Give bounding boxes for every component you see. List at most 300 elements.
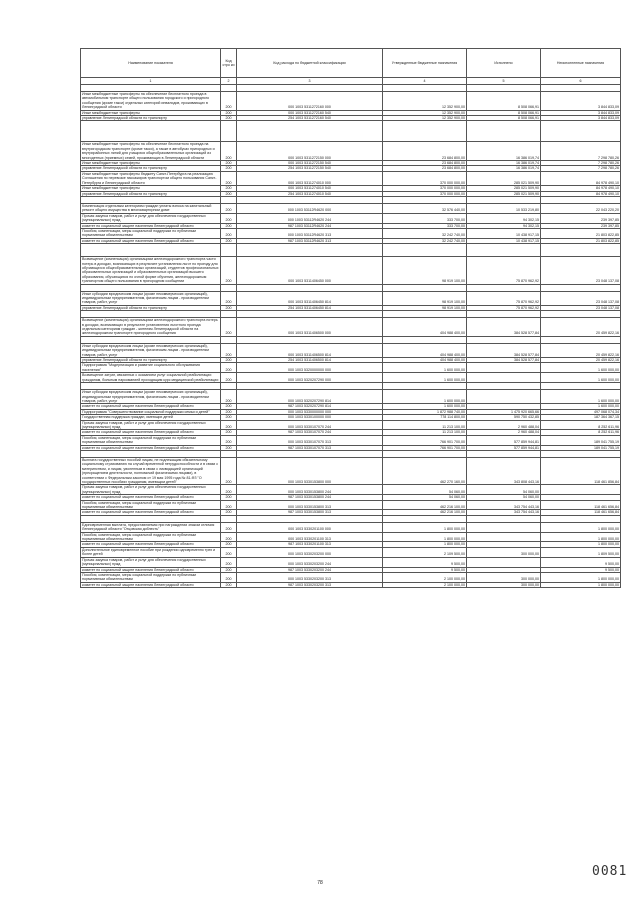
approved-amount-cell: 370 000 000,00 xyxy=(383,186,467,191)
line-code-cell: 200 xyxy=(221,435,237,445)
approved-amount-cell: 766 901 700,00 xyxy=(383,445,467,450)
remaining-amount-cell: 23 048 137,08 xyxy=(541,257,621,284)
table-row xyxy=(81,500,621,510)
remaining-amount-cell: 1 600 000,00 xyxy=(541,363,621,373)
line-code-cell: 200 xyxy=(221,445,237,450)
spacer-cell xyxy=(383,336,467,343)
table-row xyxy=(81,373,621,383)
remaining-amount-cell: 7 298 780,26 xyxy=(541,142,621,161)
spacer-cell xyxy=(383,284,467,291)
budget-code-cell: 000 1003 53112R4620 313 xyxy=(237,228,383,238)
remaining-amount-cell: 118 461 656,84 xyxy=(541,500,621,510)
table-row xyxy=(81,557,621,567)
line-code-cell: 200 xyxy=(221,228,237,238)
spacer-cell xyxy=(237,244,383,257)
remaining-amount-cell: 23 048 137,08 xyxy=(541,291,621,305)
executed-amount-cell: 10 533 219,80 xyxy=(467,203,541,213)
line-code-cell: 200 xyxy=(221,409,237,414)
remaining-amount-cell: 189 041 755,19 xyxy=(541,445,621,450)
budget-code-cell: 000 1003 5330107070 244 xyxy=(237,420,383,430)
approved-amount-cell: 32 576 440,00 xyxy=(383,203,467,213)
remaining-amount-cell: 8 252 611,96 xyxy=(541,430,621,435)
remaining-amount-cell: 21 803 822,85 xyxy=(541,238,621,243)
approved-amount-cell: 462 216 100,00 xyxy=(383,510,467,515)
spacer-cell xyxy=(541,336,621,343)
indicator-name-cell: Компенсация отдельным категориям граждан уплаты взноса на капитальный ремонт общего имущества в многоквартирном доме xyxy=(81,203,221,213)
indicator-name-cell: Пособия, компенсации, меры социальной поддержки по публичным нормативным обязательствам xyxy=(81,435,221,445)
executed-amount-cell xyxy=(467,532,541,542)
executed-amount-cell: 54 060,00 xyxy=(467,485,541,495)
budget-code-cell: 000 1003 5311406450 000 xyxy=(237,257,383,284)
budget-code-cell: 987 1003 5330203200 313 xyxy=(237,582,383,587)
spacer-cell xyxy=(81,450,221,457)
budget-code-cell: 000 1003 5330000000 000 xyxy=(237,409,383,414)
spacer-cell xyxy=(81,284,221,291)
remaining-amount-cell: 7 298 780,26 xyxy=(541,161,621,166)
approved-amount-cell: 32 242 740,00 xyxy=(383,238,467,243)
spacer-cell xyxy=(541,311,621,318)
approved-amount-cell: 9 500,00 xyxy=(383,567,467,572)
line-code-cell: 200 xyxy=(221,116,237,121)
remaining-amount-cell: 1 800 000,00 xyxy=(541,532,621,542)
table-row xyxy=(81,532,621,542)
line-code-cell: 200 xyxy=(221,358,237,363)
spacer-cell xyxy=(221,336,237,343)
executed-amount-cell: 8 508 066,91 xyxy=(467,92,541,111)
budget-code-cell: 000 1003 5311272150 000 xyxy=(237,142,383,161)
row-spacer xyxy=(81,196,621,203)
remaining-amount-cell: 9 500,00 xyxy=(541,567,621,572)
row-spacer xyxy=(81,336,621,343)
remaining-amount-cell: 84 978 490,10 xyxy=(541,191,621,196)
indicator-name-cell: Выплата государственных пособий лицам, не подлежащим обязательному социальному страхованию на случай временной нетрудоспособности и в связи с материнством, и лицам, уволенным в связи с ликвидацией организаций (прекращением деятельности, полномочий физическими лицами), в соответствии с Федеральным законом от 19 мая 1995 года № 81-ФЗ "О государственных пособиях гражданам, имеющим детей" xyxy=(81,457,221,484)
approved-amount-cell: 1 600 000,00 xyxy=(383,404,467,409)
spacer-cell xyxy=(221,244,237,257)
indicator-name-cell: управление Ленинградской области по транспорту xyxy=(81,305,221,310)
line-code-cell: 200 xyxy=(221,223,237,228)
budget-code-cell: 000 1003 5330100000 000 xyxy=(237,415,383,420)
approved-amount-cell: 1 800 000,00 xyxy=(383,532,467,542)
approved-amount-cell: 12 352 900,00 xyxy=(383,110,467,115)
executed-amount-cell: 8 508 066,91 xyxy=(467,116,541,121)
approved-amount-cell: 778 114 800,00 xyxy=(383,415,467,420)
remaining-amount-cell: 1 800 000,00 xyxy=(541,542,621,547)
table-row xyxy=(81,228,621,238)
indicator-name-cell: комитет по социальной защите населения Ленинградской области xyxy=(81,510,221,515)
row-spacer xyxy=(81,311,621,318)
approved-amount-cell: 98 919 100,00 xyxy=(383,257,467,284)
line-code-cell: 200 xyxy=(221,291,237,305)
row-spacer xyxy=(81,244,621,257)
approved-amount-cell: 9 500,00 xyxy=(383,557,467,567)
executed-amount-cell: 10 438 917,15 xyxy=(467,228,541,238)
executed-amount-cell: 384 528 577,84 xyxy=(467,318,541,337)
row-spacer xyxy=(81,515,621,522)
remaining-amount-cell: 1 600 000,00 xyxy=(541,404,621,409)
spacer-cell xyxy=(541,284,621,291)
remaining-amount-cell: 22 043 220,20 xyxy=(541,203,621,213)
column-number: 4 xyxy=(383,78,467,85)
line-code-cell: 200 xyxy=(221,567,237,572)
approved-amount-cell: 1 800 000,00 xyxy=(383,542,467,547)
spacer-cell xyxy=(237,121,383,142)
spacer-cell xyxy=(237,383,383,390)
indicator-name-cell: Возмещение затрат, связанных с оказанием услуг социальной реабилитации гражданам, больным наркоманией проходящим курс медицинской реабилитации xyxy=(81,373,221,383)
executed-amount-cell xyxy=(467,363,541,373)
budget-code-cell: 000 1003 5311406500 000 xyxy=(237,318,383,337)
indicator-name-cell: Иные субсидии юридическим лицам (кроме некоммерческих организаций), индивидуальным предпринимателям, физическим лицам - производителям товаров, работ, услуг xyxy=(81,291,221,305)
line-code-cell: 200 xyxy=(221,430,237,435)
budget-code-cell: 987 1003 5330107070 313 xyxy=(237,445,383,450)
indicator-name-cell: Иные межбюджетные трансферты xyxy=(81,110,221,115)
approved-amount-cell: 11 213 100,00 xyxy=(383,430,467,435)
spacer-cell xyxy=(81,85,221,92)
line-code-cell: 200 xyxy=(221,142,237,161)
line-code-cell: 200 xyxy=(221,485,237,495)
remaining-amount-cell: 1 600 000,00 xyxy=(541,373,621,383)
column-number: 6 xyxy=(541,78,621,85)
row-spacer xyxy=(81,121,621,142)
remaining-amount-cell: 20 459 822,16 xyxy=(541,318,621,337)
budget-code-cell: 000 1003 5330107070 313 xyxy=(237,435,383,445)
table-body xyxy=(81,85,621,588)
spacer-cell xyxy=(467,383,541,390)
remaining-amount-cell: 239 397,85 xyxy=(541,213,621,223)
line-code-cell: 200 xyxy=(221,572,237,582)
approved-amount-cell: 23 684 800,00 xyxy=(383,166,467,171)
spacer-cell xyxy=(221,383,237,390)
table-header-row xyxy=(81,49,621,78)
table-row xyxy=(81,485,621,495)
approved-amount-cell: 766 901 700,00 xyxy=(383,435,467,445)
approved-amount-cell: 404 988 400,00 xyxy=(383,343,467,357)
budget-code-cell: 000 1003 5311274010 000 xyxy=(237,171,383,185)
indicator-name-cell: Иные межбюджетные трансферты xyxy=(81,161,221,166)
remaining-amount-cell: 9 500,00 xyxy=(541,557,621,567)
budget-code-cell: 000 1003 5311272160 000 xyxy=(237,92,383,111)
row-spacer xyxy=(81,85,621,92)
indicator-name-cell: Единовременная выплата, предоставляемая при награждении знаком отличия Ленинградской области "Отцовская доблесть" xyxy=(81,522,221,532)
archive-stamp-number: 0081 xyxy=(592,864,628,879)
line-code-cell: 200 xyxy=(221,191,237,196)
line-code-cell: 200 xyxy=(221,457,237,484)
table-row xyxy=(81,435,621,445)
remaining-amount-cell: 239 397,85 xyxy=(541,223,621,228)
line-code-cell: 200 xyxy=(221,257,237,284)
executed-amount-cell: 75 870 962,92 xyxy=(467,291,541,305)
table-row xyxy=(81,92,621,111)
indicator-name-cell: комитет по социальной защите населения Ленинградской области xyxy=(81,542,221,547)
budget-code-cell: 987 1003 5330203200 244 xyxy=(237,567,383,572)
budget-code-cell: 254 1003 5311406500 814 xyxy=(237,358,383,363)
line-code-cell: 200 xyxy=(221,557,237,567)
line-code-cell: 200 xyxy=(221,500,237,510)
line-code-cell: 200 xyxy=(221,363,237,373)
spacer-cell xyxy=(383,244,467,257)
approved-amount-cell: 370 000 000,00 xyxy=(383,171,467,185)
line-code-cell: 200 xyxy=(221,238,237,243)
spacer-cell xyxy=(467,284,541,291)
approved-amount-cell: 404 988 400,00 xyxy=(383,358,467,363)
budget-code-cell: 254 1003 5311406450 814 xyxy=(237,305,383,310)
header-budget-code: Код расхода по бюджетной классификации xyxy=(237,49,383,78)
line-code-cell: 200 xyxy=(221,420,237,430)
line-code-cell: 200 xyxy=(221,161,237,166)
indicator-name-cell: комитет по социальной защите населения Ленинградской области xyxy=(81,582,221,587)
column-number: 3 xyxy=(237,78,383,85)
budget-code-cell: 987 1003 5330107070 244 xyxy=(237,430,383,435)
executed-amount-cell: 1 475 920 665,66 xyxy=(467,409,541,414)
spacer-cell xyxy=(81,311,221,318)
budget-code-cell: 000 1003 5330203200 000 xyxy=(237,547,383,557)
spacer-cell xyxy=(221,85,237,92)
approved-amount-cell: 333 700,00 xyxy=(383,213,467,223)
column-number: 5 xyxy=(467,78,541,85)
remaining-amount-cell: 118 461 856,84 xyxy=(541,457,621,484)
approved-amount-cell: 11 213 100,00 xyxy=(383,420,467,430)
spacer-cell xyxy=(541,85,621,92)
indicator-name-cell: Прочая закупка товаров, работ и услуг для обеспечения государственных (муниципальных) нужд xyxy=(81,557,221,567)
indicator-name-cell: управление Ленинградской области по транспорту xyxy=(81,191,221,196)
executed-amount-cell: 343 754 443,16 xyxy=(467,500,541,510)
executed-amount-cell: 75 870 962,92 xyxy=(467,305,541,310)
budget-code-cell: 000 1003 5330201100 000 xyxy=(237,522,383,532)
line-code-cell: 200 xyxy=(221,522,237,532)
column-number-row xyxy=(81,78,621,85)
spacer-cell xyxy=(541,244,621,257)
remaining-amount-cell: 20 459 822,16 xyxy=(541,358,621,363)
line-code-cell: 200 xyxy=(221,532,237,542)
executed-amount-cell: 94 302,15 xyxy=(467,223,541,228)
executed-amount-cell: 2 960 488,04 xyxy=(467,430,541,435)
remaining-amount-cell: 1 809 500,00 xyxy=(541,547,621,557)
line-code-cell: 200 xyxy=(221,510,237,515)
line-code-cell: 200 xyxy=(221,547,237,557)
budget-code-cell: 000 1003 5320207290 000 xyxy=(237,373,383,383)
budget-code-cell: 000 1003 5311406500 814 xyxy=(237,343,383,357)
executed-amount-cell xyxy=(467,522,541,532)
spacer-cell xyxy=(237,85,383,92)
executed-amount-cell: 384 528 577,84 xyxy=(467,358,541,363)
spacer-cell xyxy=(383,196,467,203)
remaining-amount-cell: 3 844 833,09 xyxy=(541,110,621,115)
remaining-amount-cell: 189 041 755,19 xyxy=(541,435,621,445)
row-spacer xyxy=(81,383,621,390)
spacer-cell xyxy=(467,450,541,457)
indicator-name-cell: Иные межбюджетные трансферты xyxy=(81,186,221,191)
table-row xyxy=(81,547,621,557)
indicator-name-cell: комитет по социальной защите населения Ленинградской области xyxy=(81,495,221,500)
line-code-cell: 200 xyxy=(221,186,237,191)
indicator-name-cell: Иные межбюджетные трансферты на обеспечение бесплатного проезда на внутригородском транспорте (кроме такси), а также в автобусах пригородных и внутрирайонных линий для учащихся общеобразовательных организаций из многодетных (приемных) семей, проживающих в Ленинградской области xyxy=(81,142,221,161)
remaining-amount-cell: 1 800 000,00 xyxy=(541,582,621,587)
approved-amount-cell: 32 242 740,00 xyxy=(383,228,467,238)
indicator-name-cell: комитет по социальной защите населения Ленинградской области xyxy=(81,430,221,435)
budget-code-cell: 000 1003 5311272160 540 xyxy=(237,110,383,115)
executed-amount-cell: 75 870 962,92 xyxy=(467,257,541,284)
approved-amount-cell: 370 000 000,00 xyxy=(383,191,467,196)
indicator-name-cell: Прочая закупка товаров, работ и услуг для обеспечения государственных (муниципальных) нужд xyxy=(81,420,221,430)
spacer-cell xyxy=(81,515,221,522)
table-row xyxy=(81,291,621,305)
approved-amount-cell: 1 600 000,00 xyxy=(383,363,467,373)
approved-amount-cell: 1 600 000,00 xyxy=(383,390,467,404)
approved-amount-cell: 2 109 500,00 xyxy=(383,547,467,557)
remaining-amount-cell: 3 844 833,09 xyxy=(541,92,621,111)
row-spacer xyxy=(81,450,621,457)
indicator-name-cell: Подпрограмма "Совершенствование социальной поддержки семьи и детей" xyxy=(81,409,221,414)
spacer-cell xyxy=(467,85,541,92)
remaining-amount-cell: 21 803 822,85 xyxy=(541,228,621,238)
indicator-name-cell: Иные межбюджетные трансферты бюджету Санкт-Петербурга на реализацию Соглашения по перевозке пассажиров транспортом общего пользования Санкт-Петербурга и Ленинградской области xyxy=(81,171,221,185)
indicator-name-cell: управление Ленинградской области по транспорту xyxy=(81,166,221,171)
executed-amount-cell: 94 302,15 xyxy=(467,213,541,223)
indicator-name-cell: Возмещение (компенсация) организациям железнодорожного транспорта потерь в доходах, возникающих в результате установления льготного проезда отдельным категориям граждан - жителям Ленинградской области на железнодорожном транспорте пригородного сообщения xyxy=(81,318,221,337)
indicator-name-cell: Прочая закупка товаров, работ и услуг для обеспечения государственных (муниципальных) нужд xyxy=(81,213,221,223)
spacer-cell xyxy=(467,311,541,318)
approved-amount-cell: 54 060,00 xyxy=(383,495,467,500)
line-code-cell: 200 xyxy=(221,404,237,409)
executed-amount-cell: 10 438 917,15 xyxy=(467,238,541,243)
executed-amount-cell: 384 528 577,84 xyxy=(467,343,541,357)
executed-amount-cell xyxy=(467,557,541,567)
approved-amount-cell: 54 060,00 xyxy=(383,485,467,495)
remaining-amount-cell: 7 298 780,26 xyxy=(541,166,621,171)
executed-amount-cell: 285 021 509,90 xyxy=(467,186,541,191)
executed-amount-cell: 285 021 509,90 xyxy=(467,171,541,185)
executed-amount-cell: 343 754 443,16 xyxy=(467,510,541,515)
spacer-cell xyxy=(221,121,237,142)
spacer-cell xyxy=(383,450,467,457)
budget-code-cell: 254 1003 5311272160 540 xyxy=(237,116,383,121)
remaining-amount-cell: 8 252 611,96 xyxy=(541,420,621,430)
spacer-cell xyxy=(541,196,621,203)
executed-amount-cell: 16 386 019,74 xyxy=(467,161,541,166)
approved-amount-cell: 2 100 000,00 xyxy=(383,572,467,582)
indicator-name-cell: Прочая закупка товаров, работ и услуг для обеспечения государственных (муниципальных) нужд xyxy=(81,485,221,495)
line-code-cell: 200 xyxy=(221,495,237,500)
indicator-name-cell: Возмещение (компенсация) организациям железнодорожного транспорта части потерь в доходах, возникающих в результате установления льгот по проезду для обучающихся общеобразовательных организаций, студентов профессиональных образовательных организаций и образовательных организаций высшего образования, обучающихся по очной форме обучения, железнодорожным транспортом общего пользования в пригородном сообщении xyxy=(82,257,219,284)
budget-code-cell: 987 1003 5320207290 814 xyxy=(237,404,383,409)
indicator-name-cell: комитет по социальной защите населения Ленинградской области xyxy=(81,223,221,228)
table-row xyxy=(81,171,621,185)
executed-amount-cell xyxy=(467,373,541,383)
spacer-cell xyxy=(237,196,383,203)
executed-amount-cell: 16 386 019,74 xyxy=(467,142,541,161)
indicator-name-cell: Иные субсидии юридическим лицам (кроме некоммерческих организаций), индивидуальным предпринимателям, физическим лицам - производителям товаров, работ, услуг xyxy=(81,390,221,404)
indicator-name-cell: Подпрограмма "Модернизация и развитие социального обслуживания населения" xyxy=(81,363,221,373)
indicator-name-cell: комитет по социальной защите населения Ленинградской области xyxy=(81,404,221,409)
spacer-cell xyxy=(383,121,467,142)
remaining-amount-cell: 84 978 490,10 xyxy=(541,186,621,191)
row-spacer xyxy=(81,284,621,291)
remaining-amount-cell: 1 800 000,00 xyxy=(541,572,621,582)
approved-amount-cell: 12 352 900,00 xyxy=(383,92,467,111)
column-number: 2 xyxy=(221,78,237,85)
line-code-cell: 200 xyxy=(221,213,237,223)
executed-amount-cell: 54 060,00 xyxy=(467,495,541,500)
budget-code-cell: 987 1003 5330153800 313 xyxy=(237,510,383,515)
spacer-cell xyxy=(541,515,621,522)
budget-execution-table xyxy=(80,48,621,588)
spacer-cell xyxy=(383,383,467,390)
spacer-cell xyxy=(81,383,221,390)
budget-code-cell: 000 1003 5320207290 814 xyxy=(237,390,383,404)
approved-amount-cell: 1 800 000,00 xyxy=(383,522,467,532)
approved-amount-cell: 98 919 100,00 xyxy=(383,305,467,310)
spacer-cell xyxy=(221,311,237,318)
budget-code-cell: 000 1003 5311274010 540 xyxy=(237,186,383,191)
report-sheet xyxy=(80,48,620,588)
spacer-cell xyxy=(383,311,467,318)
budget-code-cell: 000 1003 53112R4620 244 xyxy=(237,213,383,223)
table-row xyxy=(81,343,621,357)
column-number: 1 xyxy=(81,78,221,85)
spacer-cell xyxy=(541,383,621,390)
spacer-cell xyxy=(383,85,467,92)
remaining-amount-cell: 187 364 367,15 xyxy=(541,415,621,420)
budget-code-cell: 000 1003 53112R4620 000 xyxy=(237,203,383,213)
remaining-amount-cell: 1 800 000,00 xyxy=(541,522,621,532)
budget-code-cell: 254 1003 5311272150 540 xyxy=(237,166,383,171)
indicator-name-cell: комитет по социальной защите населения Ленинградской области xyxy=(81,567,221,572)
indicator-name-cell: управление Ленинградской области по транспорту xyxy=(81,116,221,121)
indicator-name-cell: Пособия, компенсации, меры социальной поддержки по публичным нормативным обязательствам xyxy=(81,532,221,542)
spacer-cell xyxy=(237,311,383,318)
approved-amount-cell: 462 216 100,00 xyxy=(383,500,467,510)
table-row xyxy=(81,142,621,161)
remaining-amount-cell: 84 978 490,10 xyxy=(541,171,621,185)
remaining-amount-cell: 3 844 833,09 xyxy=(541,116,621,121)
remaining-amount-cell xyxy=(541,485,621,495)
approved-amount-cell: 12 352 900,00 xyxy=(383,116,467,121)
line-code-cell: 200 xyxy=(221,318,237,337)
budget-code-cell: 987 1003 5330153800 244 xyxy=(237,495,383,500)
spacer-cell xyxy=(221,450,237,457)
line-code-cell: 200 xyxy=(221,166,237,171)
spacer-cell xyxy=(81,244,221,257)
executed-amount-cell xyxy=(467,390,541,404)
page-number: 78 xyxy=(317,880,323,886)
approved-amount-cell: 333 700,00 xyxy=(383,223,467,228)
header-line-code: Код стро ки xyxy=(221,49,237,78)
remaining-amount-cell: 118 461 656,84 xyxy=(541,510,621,515)
indicator-name-cell: Пособия, компенсации, меры социальной поддержки по публичным нормативным обязательствам xyxy=(81,500,221,510)
spacer-cell xyxy=(221,284,237,291)
line-code-cell: 200 xyxy=(221,203,237,213)
remaining-amount-cell: 1 600 000,00 xyxy=(541,390,621,404)
executed-amount-cell: 590 750 432,85 xyxy=(467,415,541,420)
budget-code-cell: 000 1003 5330153800 313 xyxy=(237,500,383,510)
table-row xyxy=(81,522,621,532)
executed-amount-cell: 300 000,00 xyxy=(467,572,541,582)
table-row xyxy=(81,390,621,404)
line-code-cell: 200 xyxy=(221,110,237,115)
header-approved: Утвержденные бюджетные назначения xyxy=(383,49,467,78)
table-row xyxy=(81,420,621,430)
budget-code-cell: 000 1003 5311272150 540 xyxy=(237,161,383,166)
executed-amount-cell: 577 859 944,81 xyxy=(467,435,541,445)
line-code-cell: 200 xyxy=(221,542,237,547)
table-row xyxy=(81,318,621,337)
spacer-cell xyxy=(81,336,221,343)
spacer-cell xyxy=(237,515,383,522)
indicator-name-cell: комитет по социальной защите населения Ленинградской области xyxy=(81,238,221,243)
indicator-name-cell: Иные межбюджетные трансферты на обеспечение бесплатного проезда в автомобильном транспорте общего пользования городского и пригородного сообщения (кроме такси) отдельных категорий инвалидов, проживающих в Ленинградской области xyxy=(81,92,221,111)
approved-amount-cell: 1 872 988 740,00 xyxy=(383,409,467,414)
spacer-cell xyxy=(237,336,383,343)
spacer-cell xyxy=(467,244,541,257)
